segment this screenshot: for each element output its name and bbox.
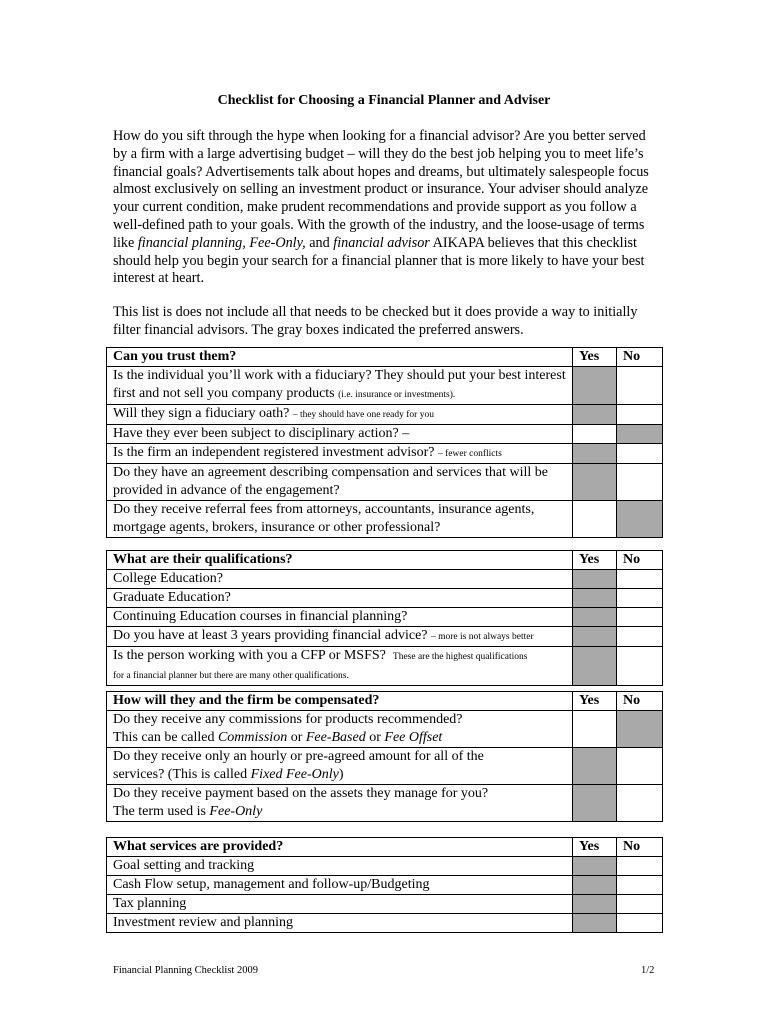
no-checkbox[interactable] [617, 647, 663, 686]
question-cell: Cash Flow setup, management and follow-up/Budgeting [107, 876, 573, 895]
intro-text [113, 128, 658, 340]
no-checkbox[interactable] [617, 608, 663, 627]
no-checkbox[interactable] [617, 589, 663, 608]
compensation-table [106, 691, 663, 822]
table-row [107, 570, 663, 589]
question-cell: Do they receive referral fees from attorneys, accountants, insurance agents, mortgage agents, brokers, insurance or other professional? [107, 501, 573, 538]
no-checkbox[interactable] [617, 627, 663, 647]
yes-checkbox[interactable] [573, 627, 617, 647]
section-heading: What services are provided? [107, 838, 573, 857]
yes-checkbox[interactable] [573, 857, 617, 876]
yes-checkbox[interactable] [573, 895, 617, 914]
yes-checkbox[interactable] [573, 748, 617, 785]
section-heading: How will they and the firm be compensated? [107, 692, 573, 711]
yes-checkbox[interactable] [573, 711, 617, 748]
yes-column-header: Yes [573, 692, 617, 711]
yes-checkbox[interactable] [573, 589, 617, 608]
yes-checkbox[interactable] [573, 785, 617, 822]
question-cell: Do they receive any commissions for products recommended? This can be called Commission or Fee-Based or Fee Offset [107, 711, 573, 748]
trust-table [106, 347, 663, 538]
question-cell: Is the individual you’ll work with a fiduciary? They should put your best interest first and not sell you company products (i.e. insurance or investments). [107, 367, 573, 405]
services-table [106, 837, 663, 933]
question-cell: Is the person working with you a CFP or MSFS? These are the highest qualifications for a financial planner but there are many other qualifications. [107, 647, 573, 686]
yes-checkbox[interactable] [573, 570, 617, 589]
question-cell: Do you have at least 3 years providing financial advice? – more is not always better [107, 627, 573, 647]
no-checkbox[interactable] [617, 785, 663, 822]
yes-checkbox[interactable] [573, 501, 617, 538]
page-number: 1/2 [641, 965, 655, 976]
table-row [107, 647, 663, 686]
yes-checkbox[interactable] [573, 464, 617, 501]
question-cell: Graduate Education? [107, 589, 573, 608]
no-column-header: No [617, 348, 663, 367]
yes-checkbox[interactable] [573, 444, 617, 464]
question-cell: Tax planning [107, 895, 573, 914]
table-row [107, 895, 663, 914]
yes-checkbox[interactable] [573, 914, 617, 933]
yes-column-header: Yes [573, 348, 617, 367]
no-checkbox[interactable] [617, 405, 663, 425]
table-row [107, 444, 663, 464]
section-heading: What are their qualifications? [107, 551, 573, 570]
question-cell: Continuing Education courses in financial planning? [107, 608, 573, 627]
table-row [107, 608, 663, 627]
no-checkbox[interactable] [617, 857, 663, 876]
table-row [107, 711, 663, 748]
no-checkbox[interactable] [617, 425, 663, 444]
table-row [107, 501, 663, 538]
yes-checkbox[interactable] [573, 367, 617, 405]
no-column-header: No [617, 551, 663, 570]
table-header-row [107, 348, 663, 367]
question-cell: Do they have an agreement describing compensation and services that will be provided in advance of the engagement? [107, 464, 573, 501]
question-cell: Do they receive only an hourly or pre-agreed amount for all of the services? (This is called Fixed Fee-Only) [107, 748, 573, 785]
no-checkbox[interactable] [617, 501, 663, 538]
question-cell: Investment review and planning [107, 914, 573, 933]
table-row [107, 748, 663, 785]
table-row [107, 785, 663, 822]
yes-checkbox[interactable] [573, 647, 617, 686]
yes-checkbox[interactable] [573, 425, 617, 444]
table-row [107, 914, 663, 933]
yes-column-header: Yes [573, 838, 617, 857]
no-checkbox[interactable] [617, 748, 663, 785]
question-cell: Will they sign a fiduciary oath? – they should have one ready for you [107, 405, 573, 425]
table-row [107, 876, 663, 895]
table-row [107, 425, 663, 444]
table-row [107, 464, 663, 501]
table-row [107, 589, 663, 608]
no-checkbox[interactable] [617, 570, 663, 589]
question-cell: Have they ever been subject to disciplinary action? – [107, 425, 573, 444]
question-cell: Do they receive payment based on the assets they manage for you? The term used is Fee-Only [107, 785, 573, 822]
yes-checkbox[interactable] [573, 608, 617, 627]
section-heading: Can you trust them? [107, 348, 573, 367]
question-cell: Goal setting and tracking [107, 857, 573, 876]
table-header-row [107, 692, 663, 711]
table-row [107, 367, 663, 405]
table-row [107, 627, 663, 647]
no-checkbox[interactable] [617, 464, 663, 501]
no-checkbox[interactable] [617, 895, 663, 914]
question-cell: Is the firm an independent registered investment advisor? – fewer conflicts [107, 444, 573, 464]
no-column-header: No [617, 692, 663, 711]
question-cell: College Education? [107, 570, 573, 589]
yes-checkbox[interactable] [573, 876, 617, 895]
table-row [107, 405, 663, 425]
yes-checkbox[interactable] [573, 405, 617, 425]
table-row [107, 857, 663, 876]
table-header-row [107, 838, 663, 857]
no-checkbox[interactable] [617, 711, 663, 748]
qualifications-table [106, 550, 663, 686]
no-checkbox[interactable] [617, 914, 663, 933]
intro-paragraph-2: This list is does not include all that needs to be checked but it does provide a way to initially filter financial advisors. The gray boxes indicated the preferred answers. [113, 304, 638, 338]
yes-column-header: Yes [573, 551, 617, 570]
no-column-header: No [617, 838, 663, 857]
no-checkbox[interactable] [617, 876, 663, 895]
footer-title: Financial Planning Checklist 2009 [113, 965, 258, 976]
page-title: Checklist for Choosing a Financial Planner and Adviser [217, 93, 551, 108]
intro-paragraph-1: How do you sift through the hype when looking for a financial advisor? Are you better served by a firm with a large advertising budget – will they do the best job helping you to meet life’s financial goals? Advertisements talk about hopes and dreams, but ultimately salespeople focus almost exclusively on selling an investment product or insurance. Your adviser should analyze your current condition, make prudent recommendations and provide support as you follow a well-defined path to your goals. With the growth of the industry, and the loose-usage of terms like financial planning, Fee-Only, and financial advisor AIKAPA believes that this checklist should help you begin your search for a financial planner that is more likely to have your best interest at heart. [113, 128, 649, 287]
no-checkbox[interactable] [617, 367, 663, 405]
no-checkbox[interactable] [617, 444, 663, 464]
table-header-row [107, 551, 663, 570]
